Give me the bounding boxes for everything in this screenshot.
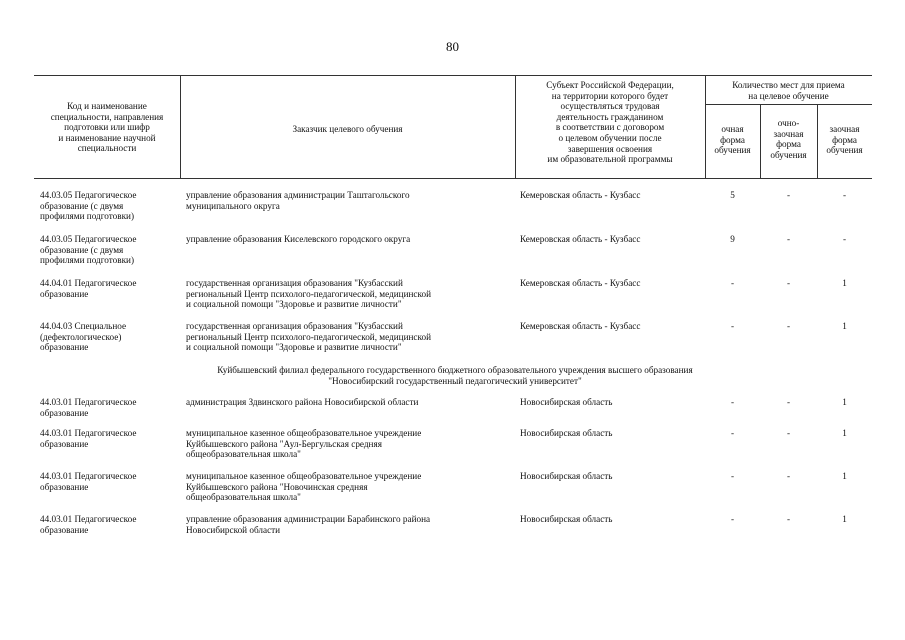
table-row-zaochnaya: 1 <box>842 428 847 438</box>
table-row-zaochnaya: - <box>842 190 847 200</box>
header-places-column: Количество мест для приема на целевое обучение <box>732 80 845 101</box>
table-row-ochno-zaochnaya: - <box>786 514 791 524</box>
table-row-code: 44.03.01 Педагогическое образование <box>40 514 137 535</box>
header-ochnaya: очная форма обучения <box>714 124 751 156</box>
table-row-zaochnaya: 1 <box>842 397 847 407</box>
table-row-region: Кемеровская область - Кузбасс <box>520 234 641 244</box>
table-row-code: 44.03.01 Педагогическое образование <box>40 428 137 449</box>
table-row-region: Кемеровская область - Кузбасс <box>520 321 641 331</box>
table-row-region: Кемеровская область - Кузбасс <box>520 190 641 200</box>
table-row-region: Кемеровская область - Кузбасс <box>520 278 641 288</box>
table-row-zaochnaya: - <box>842 234 847 244</box>
table-row-customer: управление образования администрации Таштагольского муниципального округа <box>186 190 410 211</box>
table-row-customer: управление образования администрации Барабинского района Новосибирской области <box>186 514 431 535</box>
table-row-ochno-zaochnaya: - <box>786 321 791 331</box>
section-title: Куйбышевский филиал федерального государственного бюджетного образовательного учреждения высшего образования "Новосибирский государственный педагогический университет" <box>217 365 693 386</box>
table-row-ochno-zaochnaya: - <box>786 471 791 481</box>
table-row-ochno-zaochnaya: - <box>786 397 791 407</box>
table-row-ochnaya: - <box>730 397 735 407</box>
table-row-customer: государственная организация образования "Кузбасский региональный Центр психолого-педагогической, медицинской и социальной помощи "Здоровье и развитие личности" <box>186 321 431 353</box>
table-row-region: Новосибирская область <box>520 471 613 481</box>
table-row-zaochnaya: 1 <box>842 514 847 524</box>
table-row-region: Новосибирская область <box>520 428 613 438</box>
header-bottom-rule <box>34 178 872 179</box>
table-row-ochno-zaochnaya: - <box>786 234 791 244</box>
table-row-ochnaya: - <box>730 471 735 481</box>
table-row-ochnaya: - <box>730 321 735 331</box>
table-row-zaochnaya: 1 <box>842 321 847 331</box>
page-number: 80 <box>446 39 459 54</box>
table-row-code: 44.03.01 Педагогическое образование <box>40 471 137 492</box>
header-code-column: Код и наименование специальности, направления подготовки или шифр и наименование научной специальности <box>50 101 164 154</box>
table-row-ochno-zaochnaya: - <box>786 278 791 288</box>
header-region-column: Субъект Российской Федерации, на территории которого будет осуществляться трудовая деятельность гражданином в соответствии с договором о целевом обучении после завершения освоения им образовательной программы <box>546 80 674 165</box>
table-row-code: 44.04.01 Педагогическое образование <box>40 278 137 299</box>
table-row-ochnaya: - <box>730 278 735 288</box>
table-row-zaochnaya: 1 <box>842 278 847 288</box>
table-row-ochnaya: 5 <box>730 190 735 200</box>
header-ochno-zaochnaya: очно- заочная форма обучения <box>770 118 807 160</box>
header-zaochnaya: заочная форма обучения <box>826 124 863 156</box>
table-row-ochnaya: 9 <box>730 234 735 244</box>
table-row-ochno-zaochnaya: - <box>786 190 791 200</box>
table-row-customer: администрация Здвинского района Новосибирской области <box>186 397 419 407</box>
table-row-customer: управление образования Киселевского городского округа <box>186 234 411 244</box>
header-customer-column: Заказчик целевого обучения <box>292 124 403 134</box>
table-row-zaochnaya: 1 <box>842 471 847 481</box>
table-row-code: 44.03.01 Педагогическое образование <box>40 397 137 418</box>
table-row-region: Новосибирская область <box>520 397 613 407</box>
header-top-rule <box>34 75 872 76</box>
table-row-region: Новосибирская область <box>520 514 613 524</box>
table-row-code: 44.03.05 Педагогическое образование (с двумя профилями подготовки) <box>40 190 137 222</box>
table-row-code: 44.04.03 Специальное (дефектологическое) образование <box>40 321 127 353</box>
table-row-customer: государственная организация образования "Кузбасский региональный Центр психолого-педагогической, медицинской и социальной помощи "Здоровье и развитие личности" <box>186 278 431 310</box>
table-row-customer: муниципальное казенное общеобразовательное учреждение Куйбышевского района "Аул-Бергульская средняя общеобразовательная школа" <box>186 428 422 460</box>
table-row-ochno-zaochnaya: - <box>786 428 791 438</box>
header-sub-rule <box>705 104 872 105</box>
table-row-code: 44.03.05 Педагогическое образование (с двумя профилями подготовки) <box>40 234 137 266</box>
table-row-customer: муниципальное казенное общеобразовательное учреждение Куйбышевского района "Новочинская средняя общеобразовательная школа" <box>186 471 422 503</box>
table-row-ochnaya: - <box>730 428 735 438</box>
table-row-ochnaya: - <box>730 514 735 524</box>
